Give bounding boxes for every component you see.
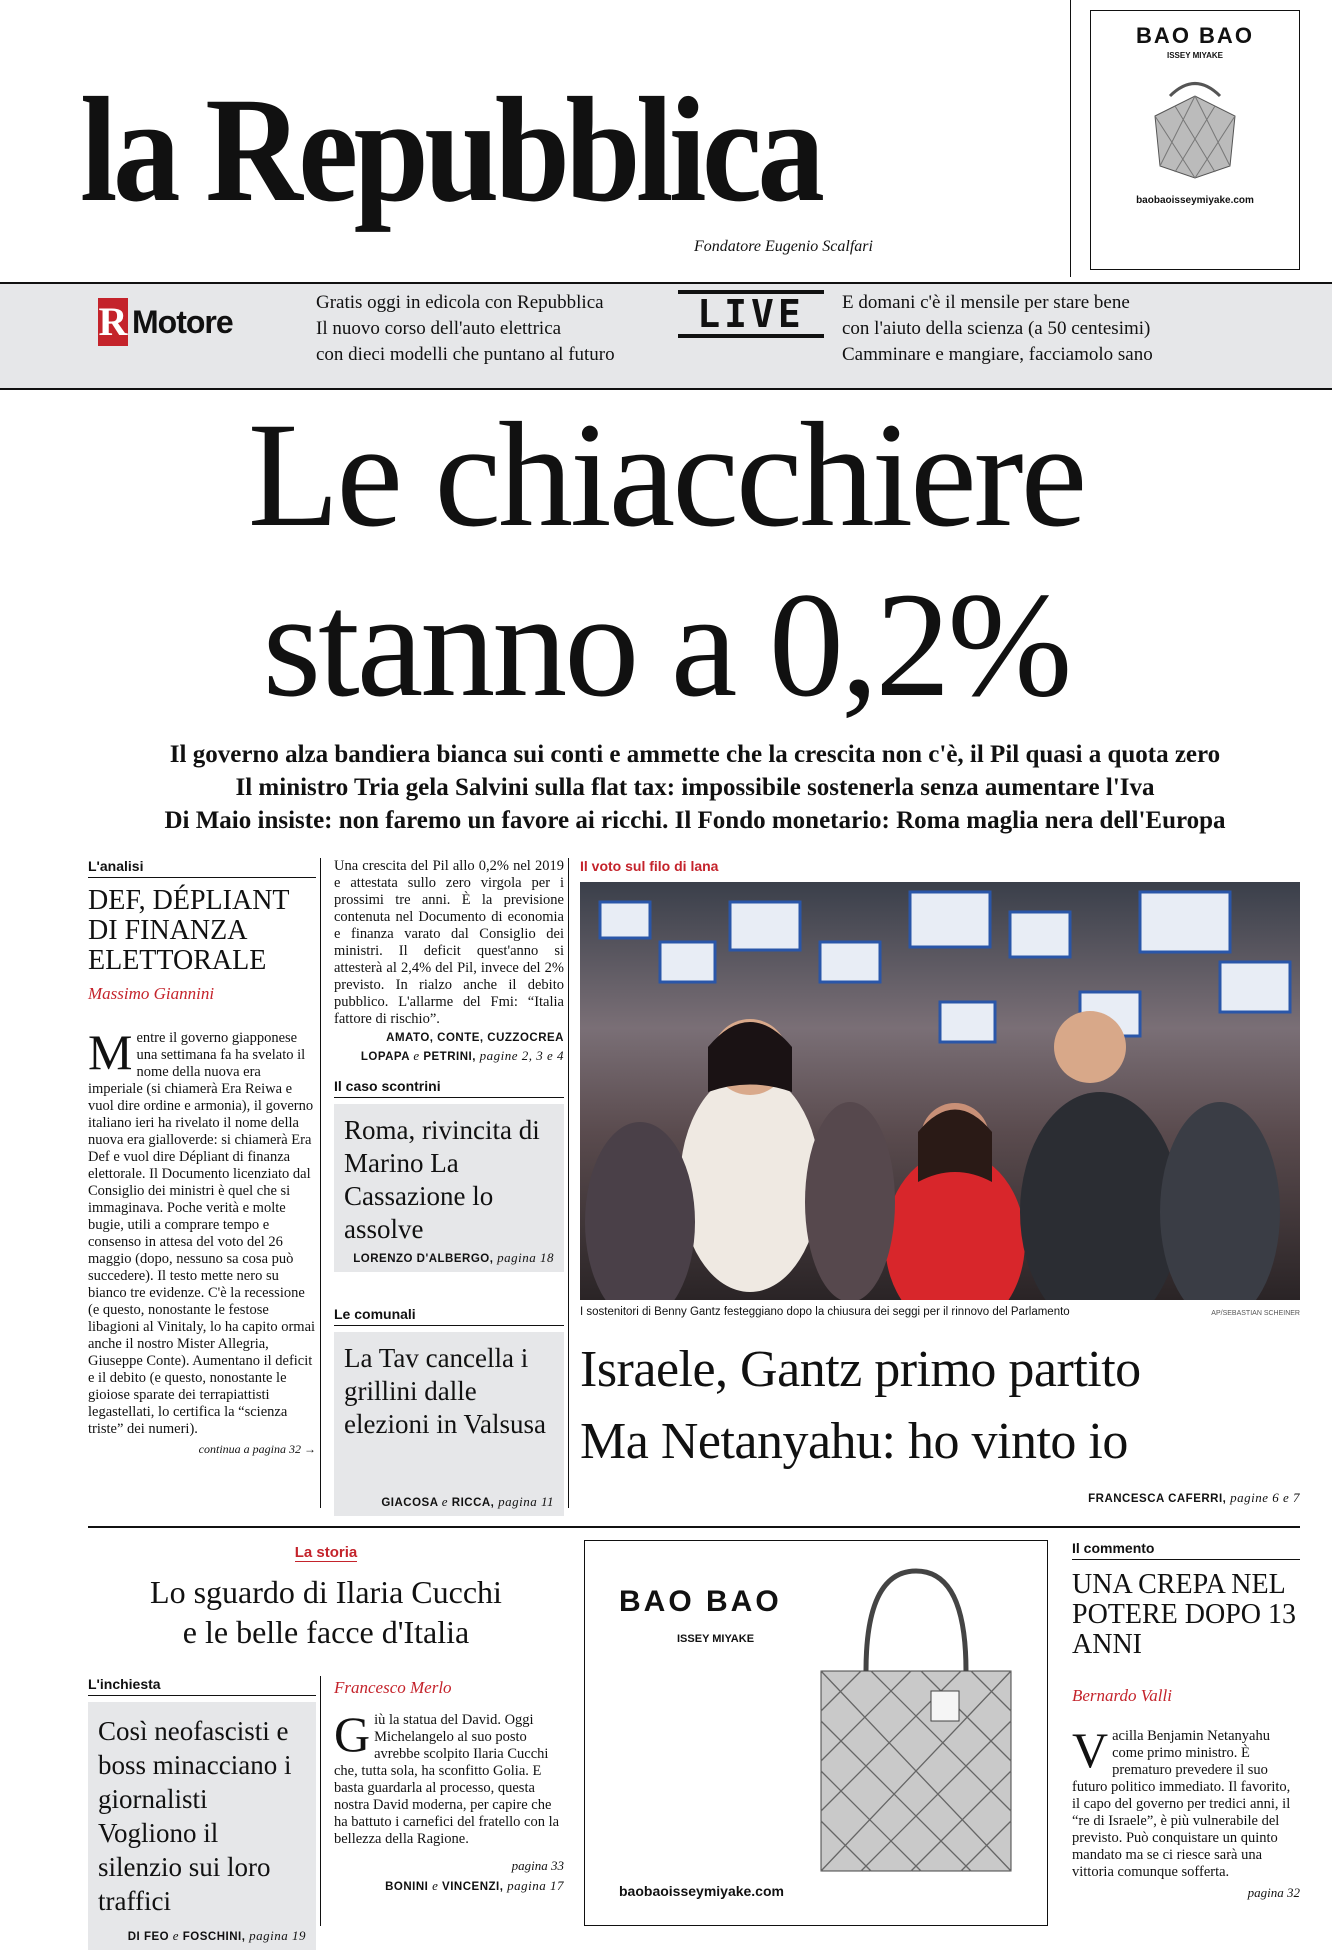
comunali-box xyxy=(334,1306,564,1516)
israele-title-1: Israele, Gantz primo partito xyxy=(580,1341,1141,1398)
commento-body xyxy=(1072,1722,1300,1881)
scontrini-box xyxy=(334,1078,564,1272)
analisi-dropcap: M xyxy=(88,1024,133,1080)
main-headline[interactable] xyxy=(0,390,1332,730)
analisi-author[interactable]: Massimo Giannini xyxy=(88,984,215,1003)
live-line-2: con l'aiuto della scienza (a 50 centesimi) xyxy=(842,318,1151,339)
storia-body xyxy=(334,1706,564,1848)
scontrini-author-name: LORENZO D'ALBERGO, xyxy=(353,1253,494,1265)
founder-line: Fondatore Eugenio Scalfari xyxy=(694,238,873,255)
scontrini-page: pagina 18 xyxy=(497,1250,554,1265)
israele-headline[interactable] xyxy=(580,1334,1300,1478)
commento-section xyxy=(1072,1540,1300,1901)
israele-author[interactable] xyxy=(580,1490,1300,1506)
flags-icon xyxy=(580,882,1300,1300)
bonini-author-2: VINCENZI, xyxy=(442,1881,504,1893)
bonini-author-1: BONINI xyxy=(385,1881,429,1893)
storia-title-1: Lo sguardo di Ilaria Cucchi xyxy=(150,1574,502,1610)
comunali-label: Le comunali xyxy=(334,1306,564,1326)
commento-body-text: acilla Benjamin Netanyahu come primo ministro. È prematuro prevedere il suo futuro politico immediato. Il favorito, il capo del governo per tredici anni, il “re di Israele”, è più vulnerabile del previsto. Può conquistare un quinto mandato ma se ci riesce sarà una vittoria comunque sofferta. xyxy=(1072,1728,1291,1880)
analisi-body xyxy=(88,1024,316,1438)
storia-page[interactable]: pagina 33 xyxy=(511,1858,564,1873)
bonini-and: e xyxy=(432,1878,439,1893)
storia-body-text: iù la statua del David. Oggi Michelangelo al suo posto avrebbe scolpito Ilaria Cucchi che, tutta sola, ha sconfitto Golia. E basta guardarla al processo, questa nostra David moderna, per capire che ha battuto i carnefici del fratello con la bellezza della Ragione. xyxy=(334,1712,560,1847)
bottom-ad-url: baobaoisseymiyake.com xyxy=(619,1883,784,1899)
scontrini-label: Il caso scontrini xyxy=(334,1078,564,1098)
commento-title[interactable]: UNA CREPA NEL POTERE DOPO 13 ANNI xyxy=(1072,1569,1297,1660)
photo-caption-text: I sostenitori di Benny Gantz festeggiano dopo la chiusura dei seggi per il rinnovo del Parlamento xyxy=(580,1306,1070,1318)
photo-caption xyxy=(580,1306,1300,1318)
headline-line-1: Le chiacchiere xyxy=(247,392,1085,558)
top-ad-sub: ISSEY MIYAKE xyxy=(1166,51,1224,60)
live-line-3: Camminare e mangiare, facciamolo sano xyxy=(842,344,1153,365)
top-ad-brand: BAO BAO xyxy=(1136,23,1254,48)
pil-author-petrini: PETRINI, xyxy=(423,1051,476,1063)
pil-authors-1: AMATO, CONTE, CUZZOCREA xyxy=(386,1032,564,1044)
pil-column xyxy=(334,858,564,1064)
pil-authors[interactable] xyxy=(334,1032,564,1064)
bottom-ad[interactable] xyxy=(584,1540,1048,1926)
storia-dropcap: G xyxy=(334,1706,371,1762)
subhead-2: Il ministro Tria gela Salvini sulla flat tax: impossibile sostenerla senza aumentare l'Iva xyxy=(235,774,1155,801)
comunali-author-1: GIACOSA xyxy=(381,1497,439,1509)
pil-and: e xyxy=(413,1048,420,1063)
bag-icon xyxy=(801,1561,1031,1891)
scontrini-title: Roma, rivincita di Marino La Cassazione lo assolve xyxy=(344,1115,540,1244)
commento-dropcap: V xyxy=(1072,1722,1109,1778)
headline-line-2: stanno a 0,2% xyxy=(262,562,1070,728)
israele-photo[interactable] xyxy=(580,882,1300,1300)
comunali-and: e xyxy=(441,1494,449,1509)
comunali-author-2: RICCA, xyxy=(451,1497,495,1509)
motore-logo[interactable] xyxy=(98,298,233,346)
top-ad-url: baobaoisseymiyake.com xyxy=(1136,195,1254,206)
israele-section xyxy=(580,858,1300,1506)
israele-title-2: Ma Netanyahu: ho vinto io xyxy=(580,1413,1128,1470)
israele-label: Il voto sul filo di lana xyxy=(580,858,719,874)
storia-label: La storia xyxy=(294,1544,358,1561)
live-line-1: E domani c'è il mensile per stare bene xyxy=(842,292,1130,313)
live-text xyxy=(842,290,1153,368)
inchiesta-title: Così neofascisti e boss minacciano i giornalisti Vogliono il silenzio sui loro traffici xyxy=(98,1716,292,1916)
comunali-author xyxy=(381,1494,554,1510)
analisi-label: L'analisi xyxy=(88,858,316,878)
motore-line-1: Gratis oggi in edicola con Repubblica xyxy=(316,292,604,313)
storia-title-2: e le belle facce d'Italia xyxy=(182,1614,470,1650)
bonini-page: pagina 17 xyxy=(507,1878,564,1893)
scontrini-author xyxy=(353,1250,554,1266)
bag-icon xyxy=(1135,66,1255,186)
analisi-column xyxy=(88,858,316,1457)
motore-line-2: Il nuovo corso dell'auto elettrica xyxy=(316,318,562,339)
bottom-ad-brand: BAO BAO xyxy=(619,1585,782,1618)
scontrini-card[interactable] xyxy=(334,1104,564,1272)
inchiesta-author-1: DI FEO xyxy=(127,1931,170,1943)
inchiesta-page: pagina 19 xyxy=(249,1928,306,1943)
pil-pages: pagine 2, 3 e 4 xyxy=(479,1048,564,1063)
subhead-3: Di Maio insiste: non faremo un favore ai ricchi. Il Fondo monetario: Roma maglia nera dell'Europa xyxy=(164,807,1226,834)
israele-author-name: FRANCESCA CAFERRI, xyxy=(1088,1493,1227,1505)
comunali-card[interactable] xyxy=(334,1332,564,1516)
motore-text xyxy=(316,290,615,368)
comunali-title: La Tav cancella i grillini dalle elezioni in Valsusa xyxy=(344,1343,546,1439)
motore-line-3: con dieci modelli che puntano al futuro xyxy=(316,344,615,365)
masthead-title[interactable]: la Repubblica xyxy=(80,67,821,233)
commento-page[interactable]: pagina 32 xyxy=(1247,1885,1300,1900)
bonini-author[interactable] xyxy=(334,1878,564,1894)
subhead-1: Il governo alza bandiera bianca sui conti e ammette che la crescita non c'è, il Pil quasi a quota zero xyxy=(169,741,1221,768)
subheads xyxy=(60,738,1330,837)
pil-author-lopapa: LOPAPA xyxy=(360,1051,410,1063)
bottom-ad-sub: ISSEY MIYAKE xyxy=(677,1633,755,1645)
israele-pages: pagine 6 e 7 xyxy=(1230,1490,1300,1505)
comunali-page: pagina 11 xyxy=(498,1494,554,1509)
analisi-title[interactable]: DEF, DÉPLIANT DI FINANZA ELETTORALE xyxy=(88,885,290,976)
analisi-body-text: entre il governo giapponese una settimana fa ha svelato il nome della nuova era imperiale (si chiamerà Era Reiwa e vuol dire ordine e armonia), il governo italiano ieri ha rivelato il nome della nuova era gialloverde: si chiamerà Era Def e vuol dire Dépliant di finanza elettorale. Il Documento licenziato dal Consiglio dei ministri è quel che si immaginava. Poche verità e molte bugie, utili a comprare tempo e consenso in attesa del voto del 26 maggio (dopo, nessuno sa cosa può succedere). Il testo mette nero su bianco tre evidenze. C'è la recessione (e questo, nonostante le festose libagioni al Vinitaly, lo ha capito ormai anche il nostro Mister Allegria, Giuseppe Conte). Aumentano il deficit e il debito (e questo, nonostante le gioiose sparate dei terrapiattisti legastellati, lo certifica la “scienza triste” dei numeri). xyxy=(88,1030,316,1437)
commento-author[interactable]: Bernardo Valli xyxy=(1072,1686,1172,1705)
storia-author[interactable]: Francesco Merlo xyxy=(334,1678,452,1697)
inchiesta-label: L'inchiesta xyxy=(88,1676,316,1696)
storia-body-col xyxy=(334,1678,564,1894)
live-label: LIVE xyxy=(697,292,805,336)
inchiesta-and: e xyxy=(172,1928,180,1943)
commento-label: Il commento xyxy=(1072,1540,1300,1560)
motore-label: Motore xyxy=(132,303,233,340)
inchiesta-author xyxy=(128,1928,306,1944)
live-logo[interactable] xyxy=(678,290,824,338)
pil-body: Una crescita del Pil allo 0,2% nel 2019 e attestata sullo zero virgola per i prossimi tre anni. È la previsione contenuta nel Documento di economia e finanza varato dal Consiglio dei ministri. Il deficit quest'anno si attesterà al 2,4% del Pil, invece del 2% previsto. In rialzo anche il debito pubblico. L'allarme del Fmi: “Italia fattore di rischio”. xyxy=(334,858,564,1027)
inchiesta-card[interactable] xyxy=(88,1702,316,1950)
storia-title[interactable] xyxy=(88,1572,564,1652)
inchiesta-section xyxy=(88,1676,316,1950)
r-icon: R xyxy=(98,299,128,344)
top-ad[interactable] xyxy=(1090,10,1300,270)
analisi-continue[interactable]: continua a pagina 32 → xyxy=(198,1442,316,1456)
inchiesta-author-2: FOSCHINI, xyxy=(182,1931,246,1943)
storia-section xyxy=(88,1544,564,1652)
photo-credit: AP/SEBASTIAN SCHEINER xyxy=(1211,1310,1300,1317)
